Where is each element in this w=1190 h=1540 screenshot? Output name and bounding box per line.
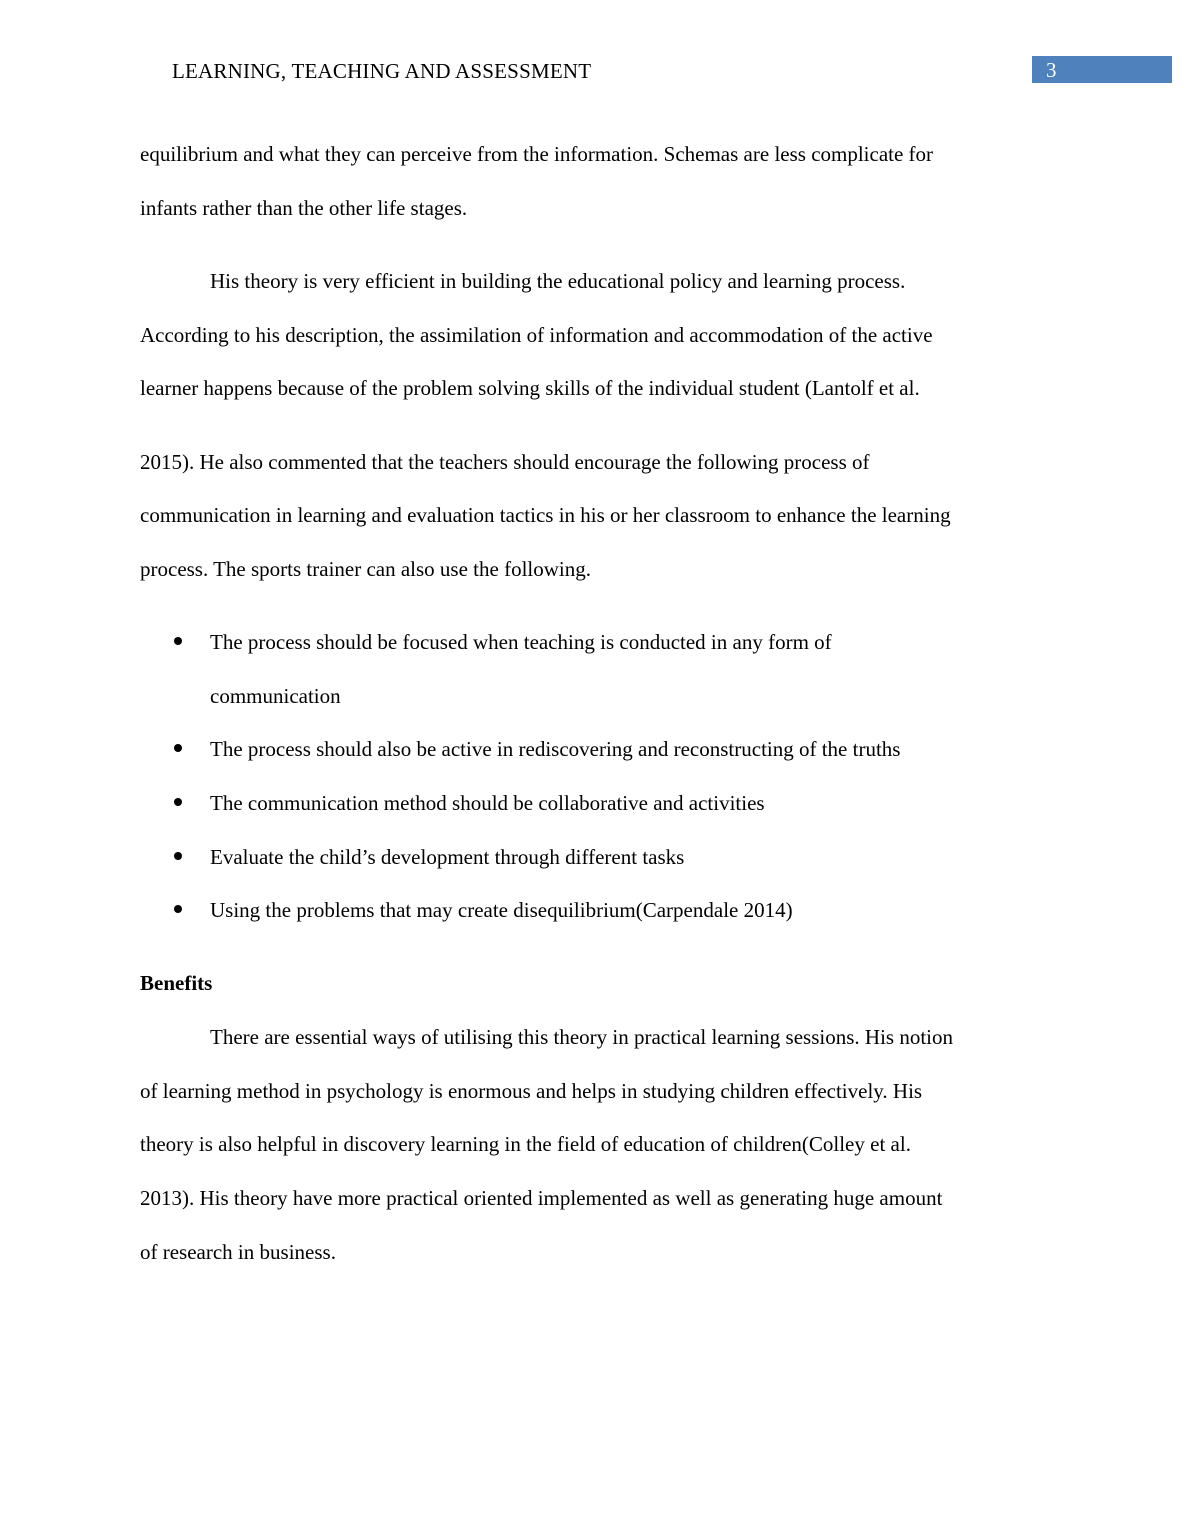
bullet-icon <box>174 905 182 913</box>
list-item-text: The communication method should be collaborative and activities <box>210 791 765 815</box>
paragraph-line: theory is also helpful in discovery learning in the field of education of children(Colley et al. <box>140 1132 911 1156</box>
paragraph-line: infants rather than the other life stages. <box>140 196 468 220</box>
list-item-text: communication <box>210 684 341 708</box>
list-item-text: Evaluate the child’s development through different tasks <box>210 845 685 869</box>
list-item-text: Using the problems that may create disequilibrium(Carpendale 2014) <box>210 898 793 922</box>
list-item-text: The process should be focused when teaching is conducted in any form of <box>210 630 832 654</box>
bullet-icon <box>174 637 182 645</box>
bullet-icon <box>174 798 182 806</box>
paragraph-line: of research in business. <box>140 1240 336 1264</box>
paragraph-line: communication in learning and evaluation tactics in his or her classroom to enhance the learning <box>140 503 951 527</box>
paragraph-line: 2015). He also commented that the teachers should encourage the following process of <box>140 450 870 474</box>
list-item-text: The process should also be active in rediscovering and reconstructing of the truths <box>210 737 901 761</box>
bullet-icon <box>174 852 182 860</box>
section-heading: Benefits <box>140 971 213 995</box>
paragraph-line: There are essential ways of utilising this theory in practical learning sessions. His notion <box>210 1025 953 1049</box>
paragraph-line: According to his description, the assimilation of information and accommodation of the active <box>140 323 933 347</box>
paragraph-line: learner happens because of the problem solving skills of the individual student (Lantolf et al. <box>140 376 920 400</box>
paragraph-line: of learning method in psychology is enormous and helps in studying children effectively. His <box>140 1079 923 1103</box>
bullet-icon <box>174 744 182 752</box>
page-number: 3 <box>1046 58 1057 82</box>
paragraph-line: His theory is very efficient in building the educational policy and learning process. <box>210 269 906 293</box>
paragraph-line: process. The sports trainer can also use the following. <box>140 557 591 581</box>
paragraph-line: equilibrium and what they can perceive from the information. Schemas are less complicate for <box>140 142 934 166</box>
page-number-badge <box>1032 56 1172 83</box>
paragraph-line: 2013). His theory have more practical oriented implemented as well as generating huge amount <box>140 1186 943 1210</box>
running-head-title: LEARNING, TEACHING AND ASSESSMENT <box>172 59 592 83</box>
